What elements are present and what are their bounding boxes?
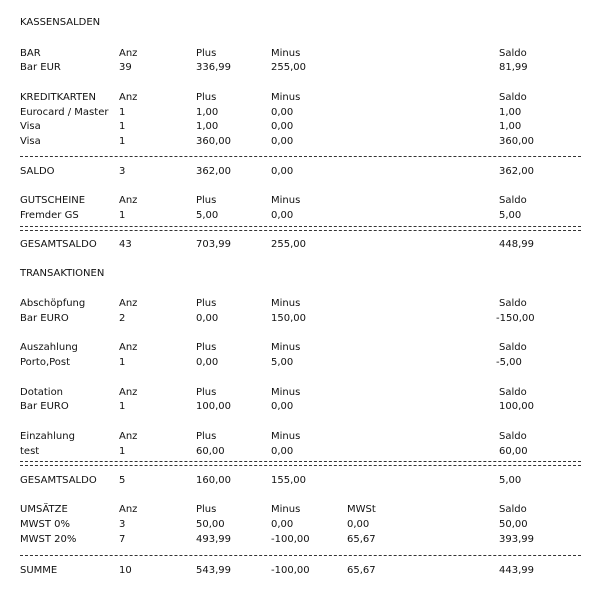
gutscheine-header-label: GUTSCHEINE [20, 195, 86, 206]
row-plus: 160,00 [196, 475, 231, 486]
row-saldo: 100,00 [499, 401, 534, 412]
row-anz: 5 [119, 475, 126, 486]
row-minus: 0,00 [271, 401, 294, 412]
row-anz: 10 [119, 565, 132, 576]
row-minus: -100,00 [271, 534, 310, 545]
row-saldo: -150,00 [496, 313, 535, 324]
row-anz: 2 [119, 313, 126, 324]
row-plus: 60,00 [196, 446, 225, 457]
row-name: test [20, 446, 40, 457]
row-plus: 100,00 [196, 401, 231, 412]
col-saldo-header: Saldo [499, 195, 527, 206]
row-plus: 360,00 [196, 136, 231, 147]
row-minus: 0,00 [271, 519, 294, 530]
row-name: Bar EURO [20, 313, 69, 324]
col-anz-header: Anz [119, 342, 138, 353]
abschoepfung-header-label: Abschöpfung [20, 298, 86, 309]
row-minus: 255,00 [271, 239, 306, 250]
row-name: Visa [20, 121, 41, 132]
row-anz: 1 [119, 136, 126, 147]
row-saldo: 1,00 [499, 107, 522, 118]
col-anz-header: Anz [119, 387, 138, 398]
col-saldo-header: Saldo [499, 387, 527, 398]
col-minus-header: Minus [271, 48, 301, 59]
row-minus: 5,00 [271, 357, 294, 368]
row-name: MWST 0% [20, 519, 71, 530]
row-plus: 703,99 [196, 239, 231, 250]
row-anz: 3 [119, 519, 126, 530]
row-anz: 1 [119, 210, 126, 221]
row-minus: 150,00 [271, 313, 306, 324]
col-plus-header: Plus [196, 387, 217, 398]
row-minus: -100,00 [271, 565, 310, 576]
umsaetze-header-label: UMSÄTZE [20, 504, 68, 515]
row-saldo: 393,99 [499, 534, 534, 545]
row-saldo: 362,00 [499, 166, 534, 177]
report-title: KASSENSALDEN [20, 17, 101, 28]
col-minus-header: Minus [271, 387, 301, 398]
row-name: Fremder GS [20, 210, 79, 221]
row-saldo: 81,99 [499, 62, 528, 73]
transaktionen-title: TRANSAKTIONEN [20, 268, 105, 279]
col-anz-header: Anz [119, 195, 138, 206]
row-anz: 1 [119, 446, 126, 457]
row-plus: 50,00 [196, 519, 225, 530]
row-saldo: -5,00 [496, 357, 522, 368]
row-saldo: 1,00 [499, 121, 522, 132]
row-minus: 0,00 [271, 210, 294, 221]
dashed-divider [20, 555, 581, 556]
bar-header-label: BAR [20, 48, 41, 59]
row-name: SUMME [20, 565, 58, 576]
row-saldo: 448,99 [499, 239, 534, 250]
einzahlung-header-label: Einzahlung [20, 431, 75, 442]
col-anz-header: Anz [119, 431, 138, 442]
row-name: Bar EUR [20, 62, 61, 73]
col-saldo-header: Saldo [499, 48, 527, 59]
col-anz-header: Anz [119, 92, 138, 103]
dashed-divider [20, 156, 581, 157]
row-saldo: 360,00 [499, 136, 534, 147]
col-anz-header: Anz [119, 48, 138, 59]
row-plus: 362,00 [196, 166, 231, 177]
col-saldo-header: Saldo [499, 92, 527, 103]
row-minus: 255,00 [271, 62, 306, 73]
row-plus: 5,00 [196, 210, 219, 221]
col-plus-header: Plus [196, 48, 217, 59]
col-saldo-header: Saldo [499, 342, 527, 353]
col-anz-header: Anz [119, 298, 138, 309]
col-saldo-header: Saldo [499, 431, 527, 442]
row-minus: 0,00 [271, 446, 294, 457]
col-minus-header: Minus [271, 342, 301, 353]
row-minus: 0,00 [271, 107, 294, 118]
col-saldo-header: Saldo [499, 504, 527, 515]
col-mwst-header: MWSt [347, 504, 376, 515]
row-saldo: 443,99 [499, 565, 534, 576]
row-saldo: 5,00 [499, 210, 522, 221]
row-name: Porto,Post [20, 357, 71, 368]
row-saldo: 50,00 [499, 519, 528, 530]
row-anz: 39 [119, 62, 132, 73]
col-plus-header: Plus [196, 431, 217, 442]
row-mwst: 65,67 [347, 534, 376, 545]
col-saldo-header: Saldo [499, 298, 527, 309]
col-anz-header: Anz [119, 504, 138, 515]
row-anz: 1 [119, 357, 126, 368]
row-plus: 1,00 [196, 121, 219, 132]
row-minus: 0,00 [271, 136, 294, 147]
row-minus: 155,00 [271, 475, 306, 486]
double-divider [20, 226, 581, 231]
row-plus: 1,00 [196, 107, 219, 118]
col-plus-header: Plus [196, 504, 217, 515]
col-minus-header: Minus [271, 431, 301, 442]
col-minus-header: Minus [271, 195, 301, 206]
col-minus-header: Minus [271, 298, 301, 309]
kreditkarten-header-label: KREDITKARTEN [20, 92, 96, 103]
row-name: Visa [20, 136, 41, 147]
col-plus-header: Plus [196, 92, 217, 103]
row-saldo: 60,00 [499, 446, 528, 457]
row-anz: 7 [119, 534, 126, 545]
col-plus-header: Plus [196, 298, 217, 309]
row-plus: 336,99 [196, 62, 231, 73]
col-minus-header: Minus [271, 504, 301, 515]
row-anz: 1 [119, 107, 126, 118]
row-plus: 0,00 [196, 313, 219, 324]
row-plus: 0,00 [196, 357, 219, 368]
row-name: GESAMTSALDO [20, 475, 97, 486]
dotation-header-label: Dotation [20, 387, 64, 398]
row-anz: 1 [119, 121, 126, 132]
row-mwst: 65,67 [347, 565, 376, 576]
row-name: SALDO [20, 166, 55, 177]
row-anz: 3 [119, 166, 126, 177]
row-anz: 1 [119, 401, 126, 412]
row-minus: 0,00 [271, 166, 294, 177]
row-anz: 43 [119, 239, 132, 250]
row-plus: 543,99 [196, 565, 231, 576]
row-name: Bar EURO [20, 401, 69, 412]
col-plus-header: Plus [196, 195, 217, 206]
row-mwst: 0,00 [347, 519, 370, 530]
row-name: Eurocard / Master [20, 107, 109, 118]
row-name: MWST 20% [20, 534, 77, 545]
row-minus: 0,00 [271, 121, 294, 132]
row-name: GESAMTSALDO [20, 239, 97, 250]
double-divider [20, 461, 581, 466]
row-plus: 493,99 [196, 534, 231, 545]
col-plus-header: Plus [196, 342, 217, 353]
auszahlung-header-label: Auszahlung [20, 342, 78, 353]
row-saldo: 5,00 [499, 475, 522, 486]
col-minus-header: Minus [271, 92, 301, 103]
